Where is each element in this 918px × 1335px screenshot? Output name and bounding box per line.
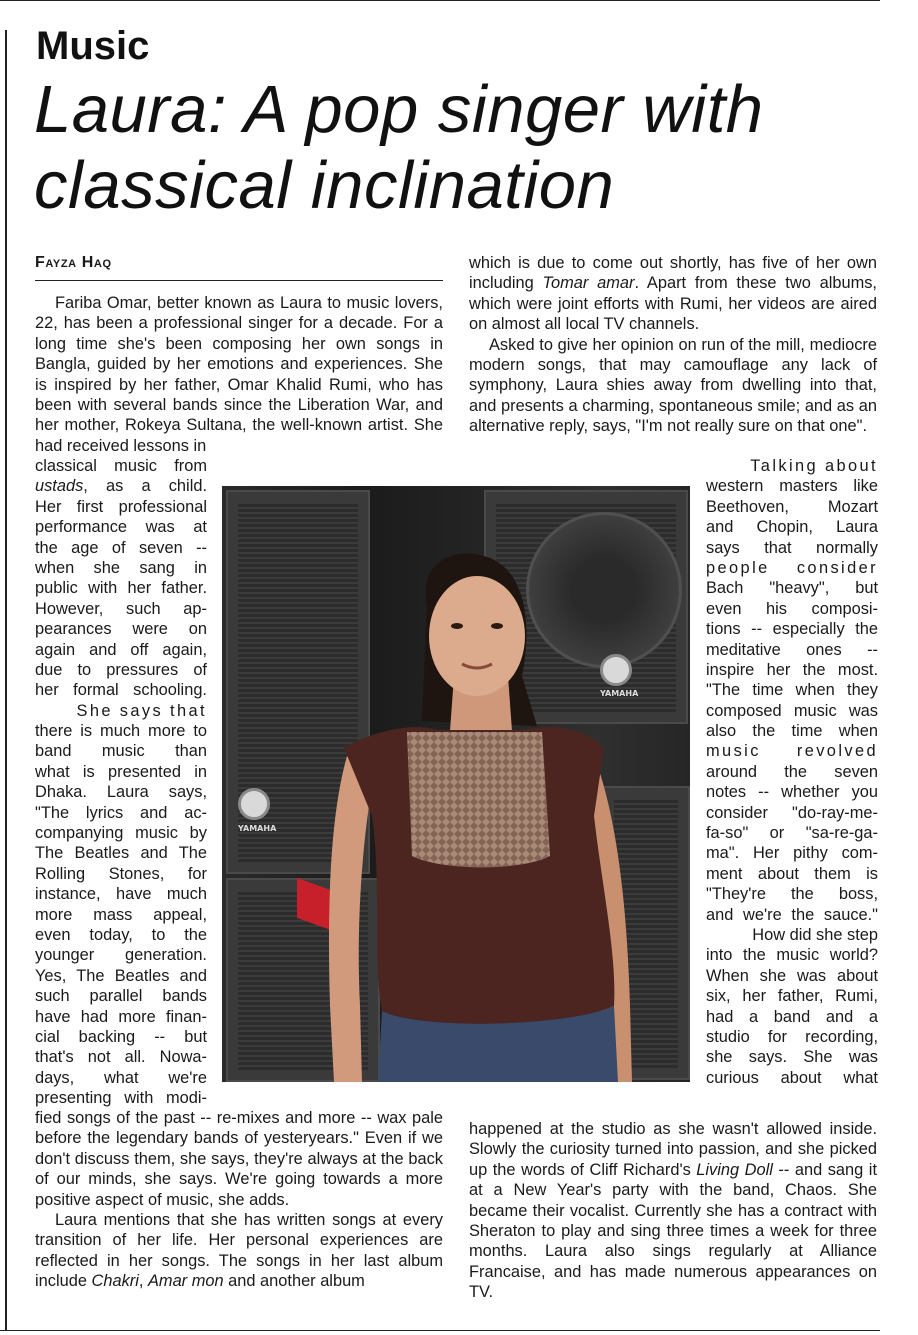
left-wrap-line: Yes, The Beatles and <box>35 966 207 985</box>
headline: Laura: A pop singer with classical inclination <box>34 72 764 223</box>
left-wrap-line: Rolling Stones, for <box>35 864 207 883</box>
ustads-word: ustads <box>35 477 84 496</box>
section-label: Music <box>36 24 150 68</box>
left-wrap-line: Dhaka. Laura says, <box>35 783 207 802</box>
right-wrap-line: tions -- especially the <box>706 620 878 639</box>
right-wrap-line: Bach "heavy", but <box>706 579 878 598</box>
speaker-brand-label: YAMAHA <box>238 824 277 833</box>
left-wrap-line: public with her father. <box>35 579 207 598</box>
album-title-amar-mon: Amar mon <box>147 1272 224 1291</box>
left-wrap-line: due to pressures of <box>35 660 207 679</box>
left-wrap-line: presenting with modi- <box>35 1089 207 1108</box>
left-wrap-line: the age of seven -- <box>35 538 207 557</box>
left-wrap-line: companying music by <box>35 824 207 843</box>
left-wrap-line: Her first professional <box>35 497 207 516</box>
left-wrap-line: what is presented in <box>35 762 207 781</box>
tomar-amar-paragraph <box>469 253 877 335</box>
left-wrap-line: that's not all. Nowa- <box>35 1048 207 1067</box>
top-rule <box>0 0 880 1</box>
right-wrap-line: meditative ones -- <box>706 640 878 659</box>
right-wrap-line: had a band and a <box>706 1007 878 1026</box>
right-wrap-line: she says. She was <box>706 1048 878 1067</box>
right-wrap-line: and we're the sauce." <box>706 905 878 924</box>
right-p1-text-b: . Apart from these two albums, which were joint efforts with Rumi, her videos are aired on almost all local TV channels. <box>469 274 877 334</box>
left-wrap-line: instance, have much <box>35 885 207 904</box>
left-wrap-line: pearances were on <box>35 620 207 639</box>
living-doll-paragraph <box>469 1119 877 1303</box>
albums-text-b: , <box>138 1272 148 1291</box>
ustads-tail: , as a child. <box>83 477 207 496</box>
right-wrap-line: ma". Her pithy com- <box>706 844 878 863</box>
right-wrap-line: consider "do-ray-me- <box>706 803 878 822</box>
left-wrap-line: such parallel bands <box>35 987 207 1006</box>
right-tail-paragraph <box>469 1119 877 1303</box>
albums-text-c: and another album <box>223 1272 365 1291</box>
right-tail-text-b: -- and sang it at a New Year's party with the band, Chaos. She became their vocalist. Currently she has a contract with Sheraton to play and sing three times a week for three months. Laura also sings regularly at Alliance Francaise, and has made numerous appearances on TV. <box>469 1160 877 1302</box>
right-wrap-line: around the seven <box>706 762 878 781</box>
albums-text-a: Laura mentions that she has written songs at every transition of her life. Her personal experiences are reflected in her songs. The songs in her last album include <box>35 1211 443 1291</box>
right-wrap-line: inspire her the most. <box>706 660 878 679</box>
right-wrap-line: Talking about <box>750 457 878 475</box>
left-wrap-line: younger generation. <box>35 946 207 965</box>
left-wrap-line: again and off again, <box>35 640 207 659</box>
left-wrap-line: However, such ap- <box>35 599 207 618</box>
right-wrap-line: studio for recording, <box>706 1027 878 1046</box>
right-wrap-line: ment about them is <box>706 864 878 883</box>
left-wrap-line: She says that <box>76 701 207 720</box>
article-photo <box>222 486 690 1082</box>
left-wrap-line: her formal schooling. <box>35 681 207 700</box>
right-wrap-line: "They're the boss, <box>706 885 878 904</box>
right-wrap-line: western masters like <box>706 477 878 496</box>
right-wrap-line: into the music world? <box>706 946 878 965</box>
byline: Fayza Haq <box>35 254 112 271</box>
left-wrap-line: The Beatles and The <box>35 844 207 863</box>
left-tail-text: fied songs of the past -- re-mixes and more -- wax pale before the legendary bands of yesteryears." Even if we don't discuss them, she says, they're always at the back of our minds, she says. We're going towards a more positive aspect of music, she adds. <box>35 1109 443 1209</box>
right-wrap-line: six, her father, Rumi, <box>706 987 878 1006</box>
left-wrap-line: performance was at <box>35 518 207 537</box>
left-wrap-line: there is much more to <box>35 722 207 741</box>
left-wrap-line: more mass appeal, <box>35 905 207 924</box>
right-wrap-line: even his composi- <box>706 599 878 618</box>
album-title-chakri: Chakri <box>91 1272 139 1291</box>
left-wrap-line: band music than <box>35 742 207 761</box>
right-wrap-line: also the time when <box>706 722 878 741</box>
song-title-living-doll: Living Doll <box>696 1160 773 1179</box>
right-wrap-line: When she was about <box>706 966 878 985</box>
right-top-paragraphs <box>469 253 877 437</box>
right-wrap-line: "The time when they <box>706 681 878 700</box>
left-wrap-line: even today, to the <box>35 925 207 944</box>
left-wrap-line: days, what we're <box>35 1068 207 1087</box>
left-intro-paragraph <box>35 293 443 456</box>
right-tail-text-a: happened at the studio as she wasn't allowed inside. Slowly the curiosity turned into passion, and she picked up the words of Cliff Richard's <box>469 1120 877 1179</box>
left-margin-rule <box>5 30 7 1330</box>
albums-paragraph <box>35 1210 443 1292</box>
right-p1-text-a: which is due to come out shortly, has five of her own including <box>469 254 877 293</box>
right-wrap-line: curious about what <box>706 1068 878 1087</box>
byline-rule <box>35 280 443 281</box>
album-title-tomar-amar: Tomar amar <box>542 274 635 293</box>
intro-text: Fariba Omar, better known as Laura to music lovers, 22, has been a professional singer for a decade. For a long time she's been composing her own songs in Bangla, guided by her emotions and experiences. She is inspired by her father, Omar Khalid Rumi, who has been with several bands since the Liberation War, and her mother, Rokeya Sultana, the well-known artist. She had received lessons in <box>35 294 443 455</box>
right-wrap-line: fa-so" or "sa-re-ga- <box>706 824 878 843</box>
left-wrap-line <box>35 476 207 496</box>
right-wrap-column <box>706 456 878 1088</box>
opinion-paragraph: Asked to give her opinion on run of the mill, mediocre modern songs, that may camouflage any lack of symphony, Laura shies away from dwelling into that, and presents a charming, spontaneous smile; and as an alternative reply, says, "I'm not really sure on that one". <box>469 335 877 436</box>
right-wrap-line: How did she step <box>752 925 878 944</box>
left-wrap-line: when she sang in <box>35 558 207 577</box>
right-wrap-line: music revolved <box>706 742 878 761</box>
left-wrap-line: classical music from <box>35 457 207 475</box>
right-wrap-line: composed music was <box>706 701 878 720</box>
left-wrap-line: cial backing -- but <box>35 1027 207 1046</box>
left-tail-paragraphs <box>35 1108 443 1292</box>
right-wrap-line: notes -- whether you <box>706 783 878 802</box>
speaker-brand-label-right: YAMAHA <box>600 689 639 698</box>
right-wrap-line: and Chopin, Laura <box>706 518 878 537</box>
right-wrap-line: people consider <box>706 558 878 577</box>
left-wrap-column <box>35 456 207 1109</box>
left-wrap-line: have had more finan- <box>35 1007 207 1026</box>
right-wrap-line: Beethoven, Mozart <box>706 497 878 516</box>
bottom-rule <box>0 1330 880 1331</box>
singer-figure <box>222 486 690 1082</box>
right-wrap-line: says that normally <box>706 538 878 557</box>
left-wrap-line: "The lyrics and ac- <box>35 803 207 822</box>
